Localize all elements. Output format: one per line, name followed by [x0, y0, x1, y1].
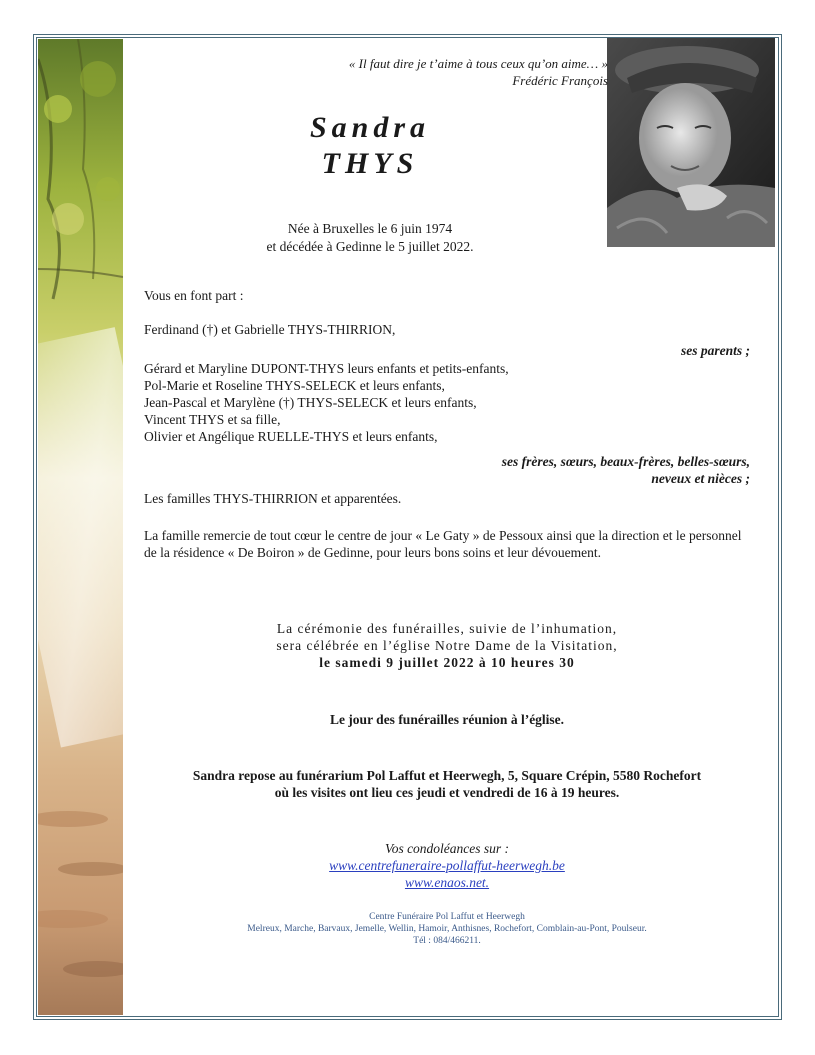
- parents-line: Ferdinand (†) et Gabrielle THYS-THIRRION,: [144, 322, 396, 337]
- siblings-role-2: neveux et nièces ;: [651, 471, 750, 486]
- ceremony-line-1: La cérémonie des funérailles, suivie de l’inhumation,: [276, 621, 618, 636]
- quote-text: « Il faut dire je t’aime à tous ceux qu’on aime… »: [348, 56, 608, 71]
- sibling-line: Jean-Pascal et Marylène (†) THYS-SELECK et leurs enfants,: [144, 395, 477, 410]
- portrait-photo: [607, 38, 775, 247]
- forest-path-image: [38, 39, 123, 1015]
- intro-line: Vous en font part :: [144, 288, 244, 303]
- sibling-line: Gérard et Maryline DUPONT-THYS leurs enfants et petits-enfants,: [144, 361, 509, 376]
- siblings-role-1: ses frères, sœurs, beaux-frères, belles-sœurs,: [501, 454, 750, 469]
- sibling-line: Olivier et Angélique RUELLE-THYS et leurs enfants,: [144, 429, 438, 444]
- ceremony-line-2: sera célébrée en l’église Notre Dame de la Visitation,: [276, 638, 618, 653]
- condolences-label: Vos condoléances sur :: [384, 841, 510, 856]
- quote-author: Frédéric François: [512, 73, 608, 88]
- funeral-home-link[interactable]: www.centrefuneraire-pollaffut-heerwegh.be: [329, 858, 565, 873]
- repose-line-1: Sandra repose au funérarium Pol Laffut et Heerwegh, 5, Square Crépin, 5580 Rochefort: [192, 768, 702, 783]
- condolences-block: [144, 840, 750, 891]
- ceremony-block: [144, 620, 750, 671]
- thanks-paragraph: La famille remercie de tout cœur le centre de jour « Le Gaty » de Pessoux ainsi que la direction et le personnel de la résidence « De Boiron » de Gedinne, pour leurs bons soins et leur dévouement.: [144, 528, 742, 560]
- death-line: et décédée à Gedinne le 5 juillet 2022.: [266, 239, 474, 254]
- siblings-list: [144, 360, 750, 445]
- quote-block: [160, 55, 608, 89]
- footer-phone: Tél : 084/466211.: [413, 936, 481, 946]
- first-name: Sandra: [309, 111, 431, 144]
- sibling-line: Pol-Marie et Roseline THYS-SELECK et leurs enfants,: [144, 378, 445, 393]
- footer-name: Centre Funéraire Pol Laffut et Heerwegh: [369, 912, 525, 922]
- birth-line: Née à Bruxelles le 6 juin 1974: [287, 221, 453, 236]
- life-dates: [200, 220, 540, 256]
- repose-block: [144, 767, 750, 801]
- families-line: Les familles THYS-THIRRION et apparentées.: [144, 491, 402, 506]
- ceremony-datetime: le samedi 9 juillet 2022 à 10 heures 30: [319, 655, 575, 670]
- deceased-name: [250, 110, 490, 182]
- footer-locations: Melreux, Marche, Barvaux, Jemelle, Wellin, Hamoir, Anthisnes, Rochefort, Comblain-au-Pont, Poulseur.: [247, 924, 647, 934]
- funeral-home-footer: [144, 911, 750, 947]
- repose-line-2: où les visites ont lieu ces jeudi et vendredi de 16 à 19 heures.: [274, 785, 620, 800]
- enaos-link[interactable]: www.enaos.net.: [404, 875, 490, 890]
- parents-role: ses parents ;: [680, 343, 750, 358]
- last-name: THYS: [321, 147, 419, 180]
- meeting-line: Le jour des funérailles réunion à l’église.: [329, 712, 565, 727]
- sibling-line: Vincent THYS et sa fille,: [144, 412, 281, 427]
